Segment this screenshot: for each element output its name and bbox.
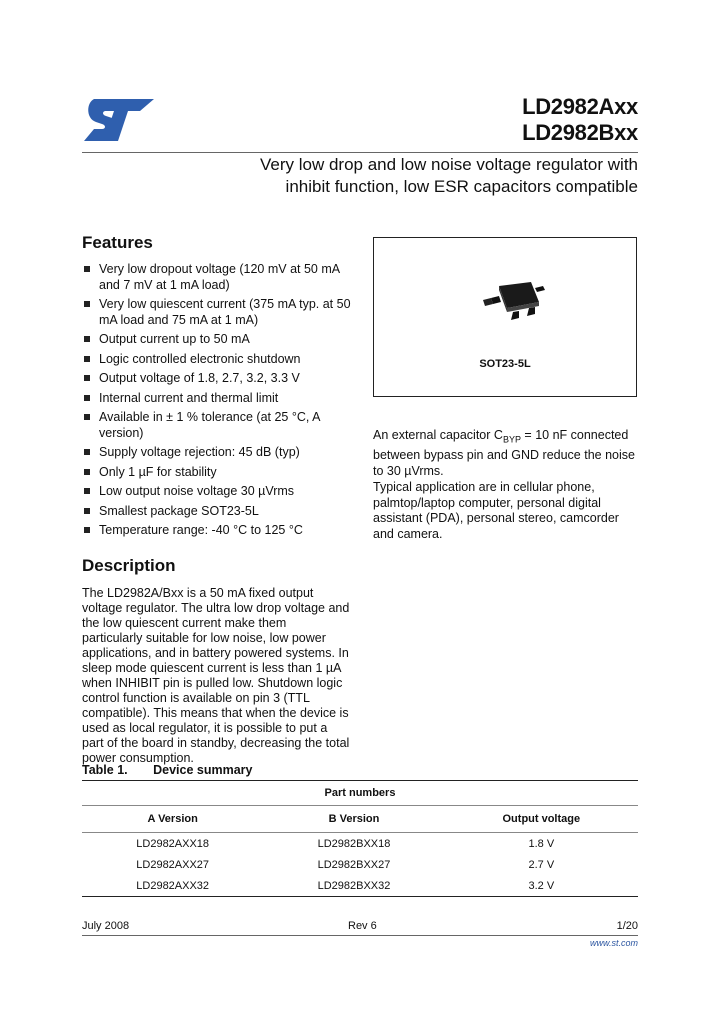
cap-text-pre: An external capacitor C xyxy=(373,428,503,442)
feature-item: Internal current and thermal limit xyxy=(82,391,352,407)
column-header: A Version xyxy=(82,806,263,833)
column-header: Output voltage xyxy=(445,806,638,833)
footer-divider xyxy=(82,935,638,936)
cap-text-post: = 10 nF connected between bypass pin and GND reduce the noise to 30 µVrms. xyxy=(373,428,635,478)
table-cell: LD2982AXX18 xyxy=(136,837,210,850)
feature-item: Low output noise voltage 30 µVrms xyxy=(82,484,352,500)
feature-item: Smallest package SOT23-5L xyxy=(82,504,352,520)
features-heading: Features xyxy=(82,233,153,252)
website-link[interactable]: www.st.com xyxy=(589,938,638,948)
footer-revision: Rev 6 xyxy=(348,920,377,932)
subtitle-line-1: Very low drop and low noise voltage regulator with xyxy=(260,155,638,174)
cap-text-sub: BYP xyxy=(502,434,521,445)
table-cell: LD2982AXX32 xyxy=(136,879,210,892)
description-heading: Description xyxy=(82,556,176,575)
subtitle-line-2: inhibit function, low ESR capacitors compatible xyxy=(285,177,638,196)
feature-item: Output current up to 50 mA xyxy=(82,332,352,348)
applications-text: Typical application are in cellular phone, palmtop/laptop computer, personal digital assistant (PDA), personal stereo, camcorder and camera. xyxy=(373,480,619,541)
table-row xyxy=(82,833,638,855)
feature-item: Logic controlled electronic shutdown xyxy=(82,352,352,368)
table-cell: LD2982AXX27 xyxy=(136,858,210,871)
bypass-capacitor-text xyxy=(373,428,639,479)
st-logo xyxy=(82,97,156,143)
feature-item: Very low dropout voltage (120 mV at 50 mA and 7 mV at 1 mA load) xyxy=(82,262,352,293)
header-divider xyxy=(82,152,638,153)
feature-item: Output voltage of 1.8, 2.7, 3.2, 3.3 V xyxy=(82,371,352,387)
feature-item: Only 1 µF for stability xyxy=(82,465,352,481)
table-cell: LD2982BXX32 xyxy=(317,879,391,892)
group-header: Part numbers xyxy=(82,781,638,806)
feature-item: Very low quiescent current (375 mA typ. at 50 mA load and 75 mA at 1 mA) xyxy=(82,297,352,328)
package-figure xyxy=(373,237,637,397)
table-row xyxy=(82,875,638,897)
feature-item: Available in ± 1 % tolerance (at 25 °C, A version) xyxy=(82,410,352,441)
package-label: SOT23-5L xyxy=(479,358,531,370)
table-header-row xyxy=(82,806,638,833)
table-cell: 3.2 V xyxy=(528,879,555,892)
table-cell: 2.7 V xyxy=(528,858,555,871)
feature-item: Temperature range: -40 °C to 125 °C xyxy=(82,523,352,539)
table-number: Table 1. xyxy=(82,763,128,777)
column-header: B Version xyxy=(263,806,444,833)
document-subtitle xyxy=(138,154,638,198)
features-list xyxy=(82,262,352,543)
sot23-package-icon xyxy=(479,278,549,328)
table-group-header-row xyxy=(82,781,638,806)
feature-item: Supply voltage rejection: 45 dB (typ) xyxy=(82,445,352,461)
table-caption xyxy=(82,763,252,777)
table-cell: LD2982BXX18 xyxy=(317,837,391,850)
footer-date: July 2008 xyxy=(82,920,130,932)
table-cell: LD2982BXX27 xyxy=(317,858,391,871)
device-summary-table xyxy=(82,780,638,897)
description-text: The LD2982A/Bxx is a 50 mA fixed output voltage regulator. The ultra low drop voltage and the low quiescent current make them particularly suitable for low noise, low power applications, and in battery powered systems. In sleep mode quiescent current is less than 1 µA when INHIBIT pin is pulled low. Shutdown logic control function is available on pin 3 (TTL compatible). This means that when the device is used as local regulator, it is possible to put a part of the board in standby, decreasing the total power consumption. xyxy=(82,586,350,765)
part-number-b: LD2982Bxx xyxy=(522,120,638,145)
part-number-a: LD2982Axx xyxy=(522,94,638,119)
st-logo-icon xyxy=(82,97,156,143)
table-title: Device summary xyxy=(153,763,253,777)
table-row xyxy=(82,854,638,875)
footer-page: 1/20 xyxy=(616,920,638,932)
table-cell: 1.8 V xyxy=(528,837,555,850)
